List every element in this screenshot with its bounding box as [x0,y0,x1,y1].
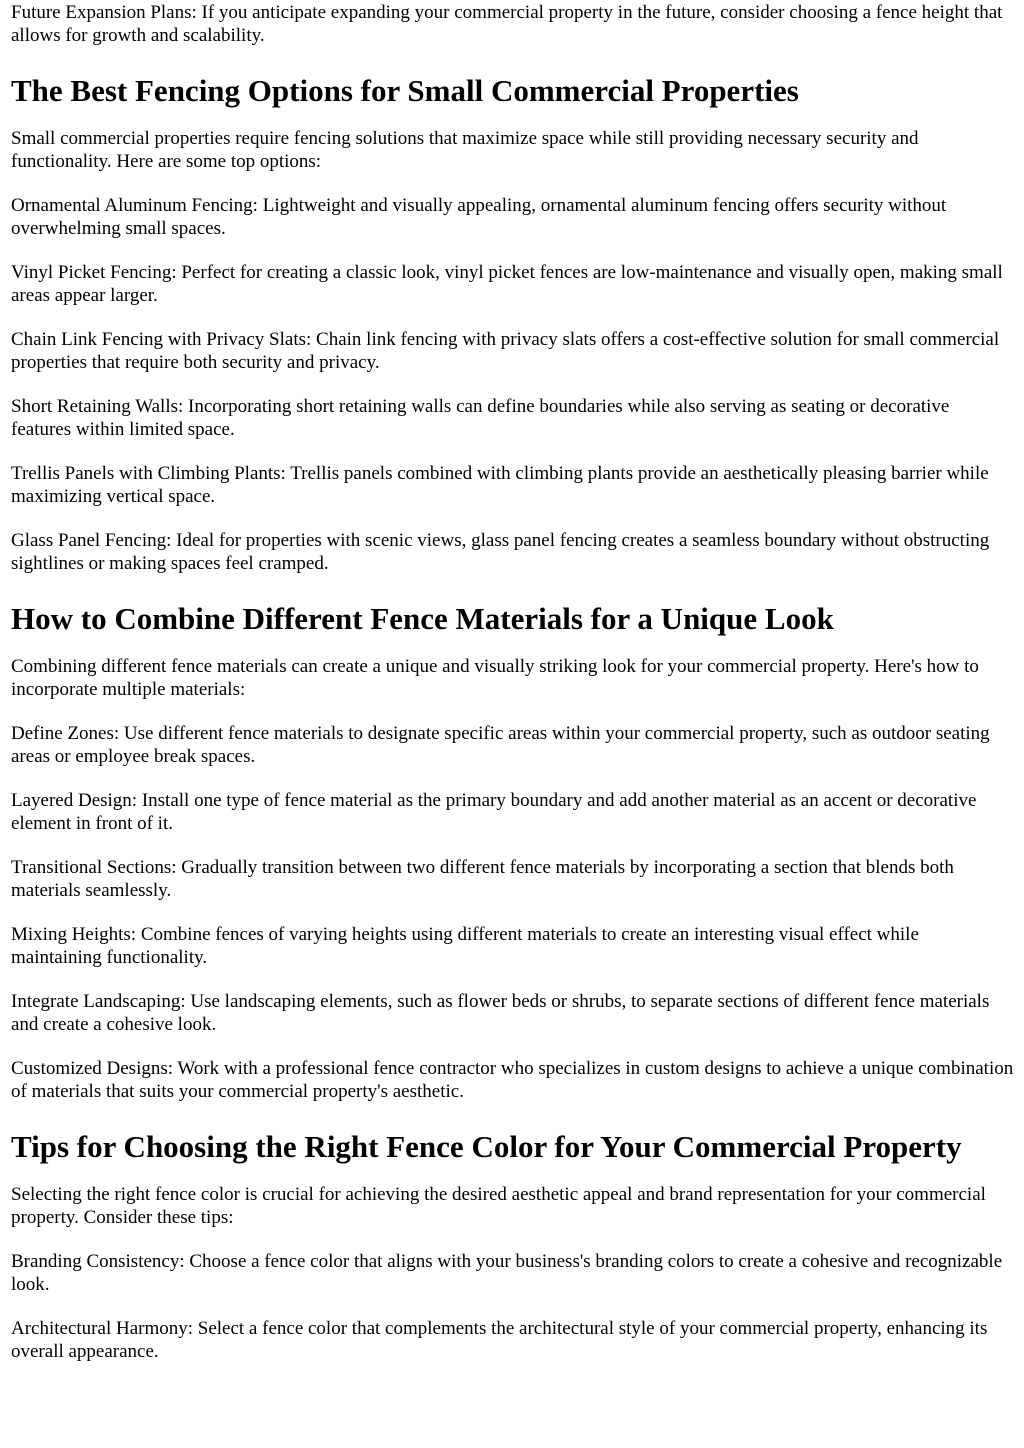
section-intro-paragraph: Small commercial properties require fencing solutions that maximize space while still providing necessary security and functionality. Here are some top options: [11,128,919,172]
tip-paragraph: Define Zones: Use different fence materials to designate specific areas within your commercial property, such as outdoor seating areas or employee break spaces. [11,723,990,767]
intro-paragraph: Future Expansion Plans: If you anticipate expanding your commercial property in the future, consider choosing a fence height that allows for growth and scalability. [11,2,1003,46]
option-paragraph: Chain Link Fencing with Privacy Slats: Chain link fencing with privacy slats offers a cost-effective solution for small commercial properties that require both security and privacy. [11,329,1000,373]
option-paragraph: Short Retaining Walls: Incorporating short retaining walls can define boundaries while also serving as seating or decorative features within limited space. [11,396,950,440]
tip-paragraph: Architectural Harmony: Select a fence color that complements the architectural style of your commercial property, enhancing its overall appearance. [11,1318,988,1362]
tip-paragraph: Customized Designs: Work with a professional fence contractor who specializes in custom designs to achieve a unique combination of materials that suits your commercial property's aesthetic. [11,1058,1014,1102]
tip-paragraph: Mixing Heights: Combine fences of varying heights using different materials to create an interesting visual effect while maintaining functionality. [11,924,919,968]
tip-paragraph: Transitional Sections: Gradually transition between two different fence materials by incorporating a section that blends both materials seamlessly. [11,857,954,901]
section-heading-small-properties: The Best Fencing Options for Small Commercial Properties [11,73,799,108]
option-paragraph: Glass Panel Fencing: Ideal for properties with scenic views, glass panel fencing creates a seamless boundary without obstructing sightlines or making spaces feel cramped. [11,530,990,574]
tip-paragraph: Integrate Landscaping: Use landscaping elements, such as flower beds or shrubs, to separate sections of different fence materials and create a cohesive look. [11,991,990,1035]
section-intro-paragraph: Selecting the right fence color is crucial for achieving the desired aesthetic appeal and brand representation for your commercial property. Consider these tips: [11,1184,986,1228]
option-paragraph: Trellis Panels with Climbing Plants: Trellis panels combined with climbing plants provide an aesthetically pleasing barrier while maximizing vertical space. [11,463,989,507]
section-heading-fence-color: Tips for Choosing the Right Fence Color for Your Commercial Property [11,1129,962,1164]
option-paragraph: Ornamental Aluminum Fencing: Lightweight and visually appealing, ornamental aluminum fencing offers security without overwhelming small spaces. [11,195,947,239]
section-intro-paragraph: Combining different fence materials can create a unique and visually striking look for your commercial property. Here's how to incorporate multiple materials: [11,656,979,700]
tip-paragraph: Branding Consistency: Choose a fence color that aligns with your business's branding colors to create a cohesive and recognizable look. [11,1251,1003,1295]
tip-paragraph: Layered Design: Install one type of fence material as the primary boundary and add another material as an accent or decorative element in front of it. [11,790,977,834]
option-paragraph: Vinyl Picket Fencing: Perfect for creating a classic look, vinyl picket fences are low-maintenance and visually open, making small areas appear larger. [11,262,1003,306]
section-heading-combine-materials: How to Combine Different Fence Materials for a Unique Look [11,601,834,636]
